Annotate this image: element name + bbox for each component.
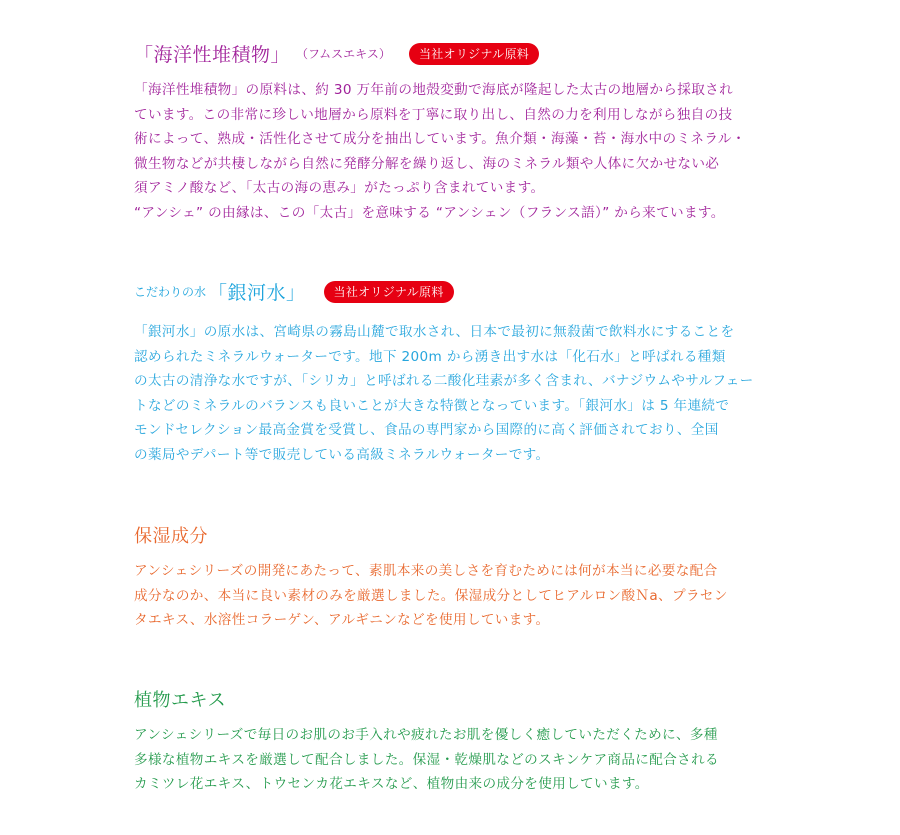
section-heading-row [134,40,759,67]
section-ginga-water [134,278,759,468]
body-line: カミツレ花エキス、トウセンカ花エキスなど、植物由来の成分を使用しています。 [134,776,649,793]
section-subtitle: （フムスエキス） [296,47,391,61]
section-title: 「海洋性堆積物」 [134,44,291,66]
body-line: “アンシェ” の由縁は、この「太古」を意味する “アンシェン（フランス語）” から来ています。 [134,204,725,221]
section-heading-row [134,278,759,305]
section-title: 保湿成分 [134,526,208,547]
body-line: 微生物などが共棲しながら自然に発酵分解を繰り返し、海のミネラル類や人体に欠かせない必 [134,155,720,172]
section-plant-extracts [134,686,759,797]
body-line: モンドセレクション最高金賞を受賞し、食品の専門家から国際的に高く評価されており、全国 [134,422,719,439]
body-line: 多様な植物エキスを厳選して配合しました。保湿・乾燥肌などのスキンケア商品に配合される [134,751,719,768]
body-line: タエキス、水溶性コラーゲン、アルギニンなどを使用しています。 [134,612,550,629]
section-body [134,78,759,226]
section-title-prefix: こだわりの水 [134,285,207,299]
section-title: 植物エキス [134,690,227,711]
section-body [134,559,759,633]
original-ingredient-badge: 当社オリジナル原料 [324,281,454,303]
body-line: トなどのミネラルのバランスも良いことが大きな特徴となっています。「銀河水」は 5 年連続で [134,397,730,414]
original-ingredient-badge: 当社オリジナル原料 [409,43,539,65]
section-heading-row [134,522,759,548]
body-line: アンシェシリーズで毎日のお肌のお手入れや疲れたお肌を優しく癒していただくために、多種 [134,727,718,743]
body-line: の太古の清浄な水ですが、「シリカ」と呼ばれる二酸化珪素が多く含まれ、バナジウムやサルフェー [134,373,754,390]
body-line: 術によって、熟成・活性化させて成分を抽出しています。魚介類・海藻・苔・海水中のミネラル・ [134,131,746,148]
body-line: 「銀河水」の原水は、宮崎県の霧島山麓で取水され、日本で最初に無殺菌で飲料水にすることを [134,324,735,340]
section-title: 「銀河水」 [208,282,306,304]
body-line: 認められたミネラルウォーターです。地下 200m から湧き出す水は「化石水」と呼ばれる種類 [134,348,726,365]
body-line: ています。この非常に珍しい地層から原料を丁寧に取り出し、自然の力を利用しながら独自の技 [134,106,733,123]
section-moisturizing-ingredients [134,522,759,633]
section-marine-sediment [134,40,759,226]
body-line: 「海洋性堆積物」の原料は、約 30 万年前の地殻変動で海底が隆起した太古の地層から採取され [134,82,734,98]
section-heading-row [134,686,759,712]
body-line: の薬局やデパート等で販売している高級ミネラルウォーターです。 [134,446,550,463]
section-body [134,723,759,797]
body-line: アンシェシリーズの開発にあたって、素肌本来の美しさを育むためには何が本当に必要な配合 [134,563,718,579]
body-line: 成分なのか、本当に良い素材のみを厳選しました。保湿成分としてヒアルロン酸Ｎa、プラセン [134,587,728,604]
section-body [134,320,759,468]
body-line: 須アミノ酸など、「太古の海の恵み」がたっぷり含まれています。 [134,180,545,197]
